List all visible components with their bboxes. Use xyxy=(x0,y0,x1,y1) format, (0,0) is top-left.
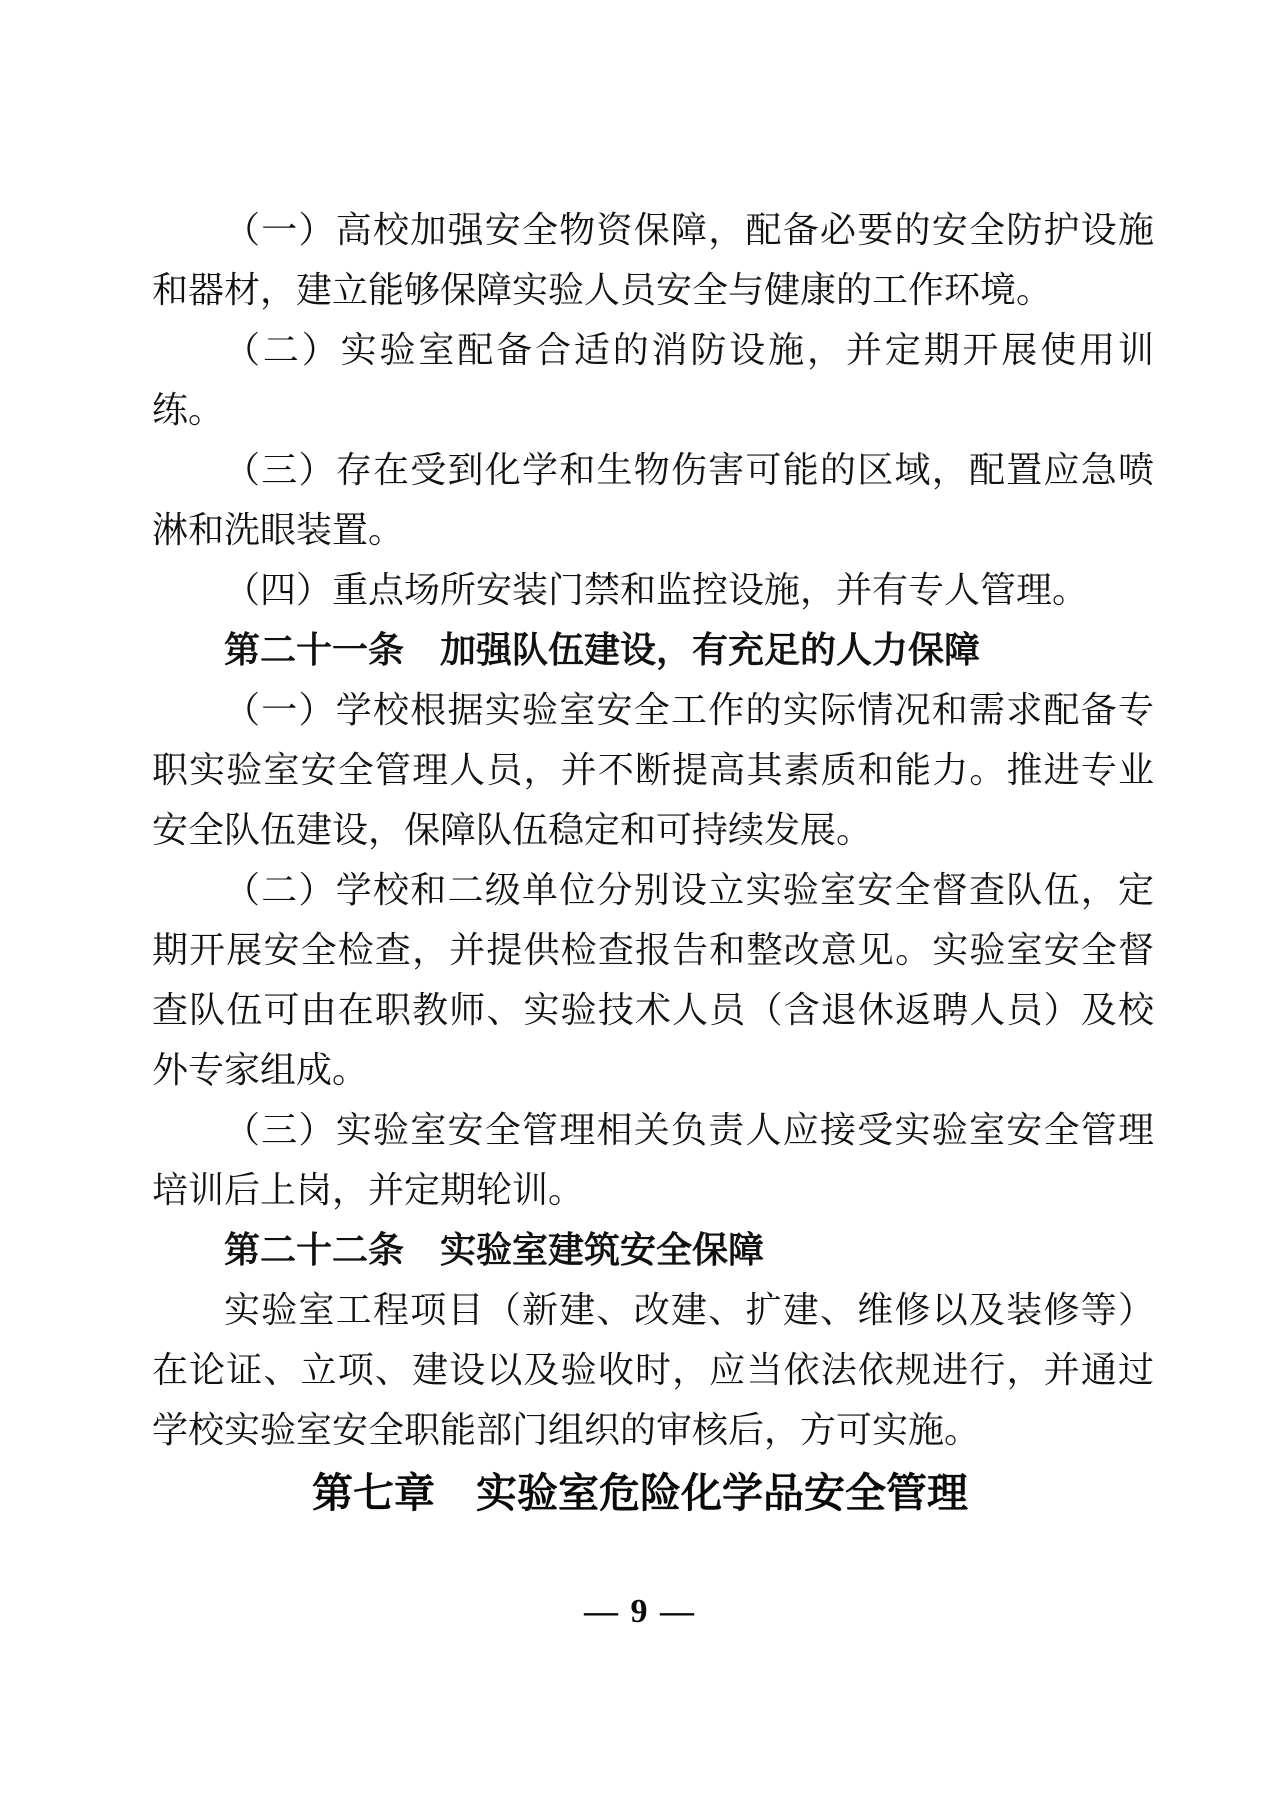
paragraph-item-8: 实验室工程项目（新建、改建、扩建、维修以及装修等）在论证、立项、建设以及验收时，应当依法依规进行，并通过学校实验室安全职能部门组织的审核后，方可实施。 xyxy=(152,1290,1154,1450)
paragraph-item-6: （二）学校和二级单位分别设立实验室安全督查队伍，定期开展安全检查，并提供检查报告和整改意见。实验室安全督查队伍可由在职教师、实验技术人员（含退休返聘人员）及校外专家组成。 xyxy=(152,870,1154,1090)
paragraph-item-2: （二）实验室配备合适的消防设施，并定期开展使用训练。 xyxy=(152,330,1154,430)
paragraph-item-7: （三）实验室安全管理相关负责人应接受实验室安全管理培训后上岗，并定期轮训。 xyxy=(152,1110,1154,1210)
paragraph-item-4: （四）重点场所安装门禁和监控设施，并有专人管理。 xyxy=(224,570,1089,610)
paragraph-item-1: （一）高校加强安全物资保障，配备必要的安全防护设施和器材，建立能够保障实验人员安全与健康的工作环境。 xyxy=(152,210,1154,310)
paragraph-item-5: （一）学校根据实验室安全工作的实际情况和需求配备专职实验室安全管理人员，并不断提高其素质和能力。推进专业安全队伍建设，保障队伍稳定和可持续发展。 xyxy=(152,690,1154,850)
document-body xyxy=(152,200,1154,1460)
article-heading-21: 第二十一条 加强队伍建设，有充足的人力保障 xyxy=(224,630,981,670)
article-heading-22: 第二十二条 实验室建筑安全保障 xyxy=(224,1230,765,1270)
chapter-heading: 第七章 实验室危险化学品安全管理 xyxy=(312,1470,968,1516)
page-number: — 9 — xyxy=(584,1593,696,1630)
paragraph-item-3: （三）存在受到化学和生物伤害可能的区域，配置应急喷淋和洗眼装置。 xyxy=(152,450,1154,550)
